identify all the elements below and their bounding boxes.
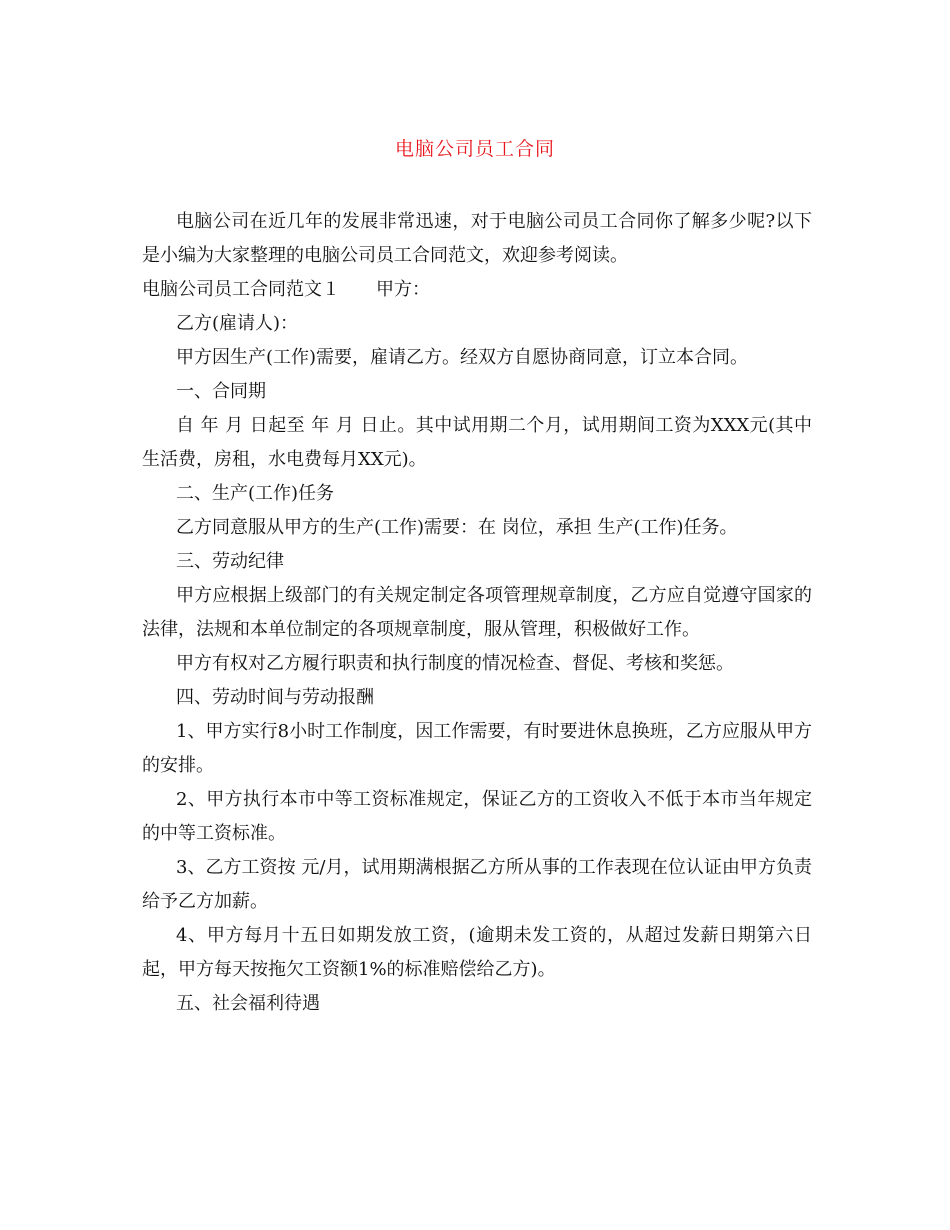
section-heading: 二、生产(工作)任务 <box>176 483 335 504</box>
paragraph: 电脑公司员工合同范文１ 甲方： <box>142 279 430 300</box>
section-heading: 三、劳动纪律 <box>176 551 284 572</box>
paragraph: 甲方有权对乙方履行职责和执行制度的情况检查、督促、考核和奖惩。 <box>176 653 734 674</box>
paragraph: 乙方(雇请人)： <box>176 313 299 334</box>
paragraph: 4、甲方每月十五日如期发放工资，(逾期未发工资的，从超过发薪日期第六日起，甲方每天按拖欠工资额1%的标准赔偿给乙方)。 <box>142 925 812 980</box>
paragraph: 2、甲方执行本市中等工资标准规定，保证乙方的工资收入不低于本市当年规定的中等工资标准。 <box>142 789 812 844</box>
section-heading: 一、合同期 <box>176 381 266 402</box>
paragraph: 自 年 月 日起至 年 月 日止。其中试用期二个月，试用期间工资为XXX元(其中生活费，房租，水电费每月XX元)。 <box>142 415 812 470</box>
paragraph: 电脑公司在近几年的发展非常迅速，对于电脑公司员工合同你了解多少呢?以下是小编为大家整理的电脑公司员工合同范文，欢迎参考阅读。 <box>142 211 812 266</box>
section-heading: 五、社会福利待遇 <box>176 993 320 1014</box>
paragraph: 甲方因生产(工作)需要，雇请乙方。经双方自愿协商同意，订立本合同。 <box>176 347 749 368</box>
paragraph: 乙方同意服从甲方的生产(工作)需要：在 岗位，承担 生产(工作)任务。 <box>176 517 738 538</box>
paragraph: 3、乙方工资按 元/月，试用期满根据乙方所从事的工作表现在位认证由甲方负责给予乙方加薪。 <box>142 857 812 912</box>
section-heading: 四、劳动时间与劳动报酬 <box>176 687 374 708</box>
paragraph: 1、甲方实行8小时工作制度，因工作需要，有时要进休息换班，乙方应服从甲方的安排。 <box>142 721 812 776</box>
paragraph: 甲方应根据上级部门的有关规定制定各项管理规章制度，乙方应自觉遵守国家的法律，法规和本单位制定的各项规章制度，服从管理，积极做好工作。 <box>142 585 812 640</box>
document-body <box>142 205 812 1021</box>
document-title: 电脑公司员工合同 <box>394 138 555 160</box>
